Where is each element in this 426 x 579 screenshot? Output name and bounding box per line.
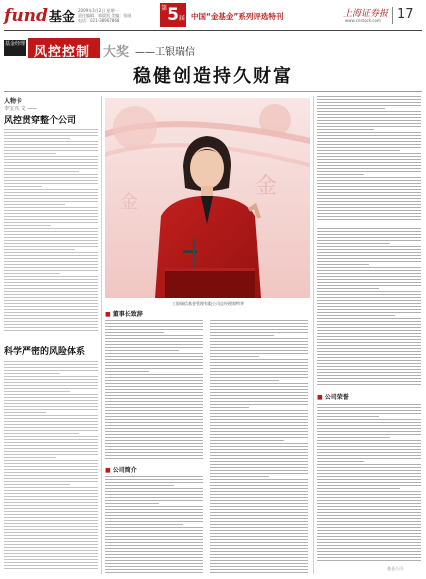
fund-logo [4, 6, 75, 26]
photo-scene-svg [105, 98, 310, 298]
sidebar-divider [101, 96, 102, 574]
company-intro-subtitle [105, 465, 137, 474]
chairman-subtitle-text: 董事长致辞 [112, 311, 143, 318]
right-text-3 [317, 404, 421, 564]
paper-name: 上海证券报 [343, 9, 389, 19]
headline-rule [4, 91, 422, 92]
section-marker: ■ [105, 311, 111, 318]
chairman-text [105, 320, 203, 460]
header-rule [4, 30, 422, 31]
chairman-subtitle [105, 309, 143, 318]
badge-prefix: 第 [161, 5, 168, 12]
person-name: 李宝兴 文 —— [4, 106, 38, 112]
main-right-divider [313, 96, 314, 574]
honor-subtitle-text: 公司荣誉 [324, 394, 349, 401]
company-intro-text [105, 476, 203, 574]
column-tag: 基金经理 [4, 40, 26, 56]
sidebar [4, 96, 100, 574]
photo-caption: 工银瑞信基金管理有限公司总经理郭特华 [172, 301, 244, 306]
speaker-photo [105, 98, 310, 298]
headline: 稳健创造持久财富 [133, 66, 293, 87]
honor-marker: ■ [317, 394, 323, 401]
date-line: 2009年3月2日 星期一 [78, 8, 119, 13]
website: www.cnstock.com [345, 18, 381, 23]
essay2-text [4, 361, 98, 571]
issue-badge [160, 3, 186, 27]
series-title: 中国“金基金”系列评选特刊 [191, 12, 284, 21]
fund-logo-cn: 基金 [48, 10, 75, 25]
company-intro-subtitle-text: 公司简介 [112, 467, 137, 474]
right-column [317, 96, 422, 574]
page-number: 17 [397, 7, 414, 22]
right-footer: 基金公司 [387, 566, 403, 571]
right-text-2 [317, 228, 421, 388]
essay2-title: 科学严密的风险体系 [4, 347, 86, 357]
svg-text:金: 金 [120, 192, 138, 213]
column-award-label: 大奖 [103, 45, 130, 60]
badge-number: 5 [167, 5, 179, 25]
header-bar [0, 0, 426, 30]
essay1-title: 风控贯穿整个公司 [4, 116, 77, 126]
column-label [4, 38, 244, 58]
right-text-1 [317, 96, 421, 224]
main-mid-text [210, 320, 308, 574]
fund-logo-en: fund [4, 6, 48, 26]
main-col-mid [210, 309, 310, 574]
badge-suffix: 届 [178, 15, 185, 22]
section-marker-2: ■ [105, 467, 111, 474]
column-author: ——工银瑞信 [135, 47, 195, 58]
page-divider [392, 7, 393, 24]
column-title-red-text: 风控控制 [34, 45, 91, 60]
honor-subtitle [317, 392, 349, 401]
svg-text:金: 金 [255, 174, 278, 199]
editor-line: 责任编辑：郭晨凯 美编：张丽 [78, 13, 132, 18]
main-col-left [105, 309, 205, 574]
essay1-text [4, 129, 98, 334]
phone-line: 电话：021-38967868 [78, 18, 120, 23]
person-tag: 人物卡 [4, 98, 23, 105]
